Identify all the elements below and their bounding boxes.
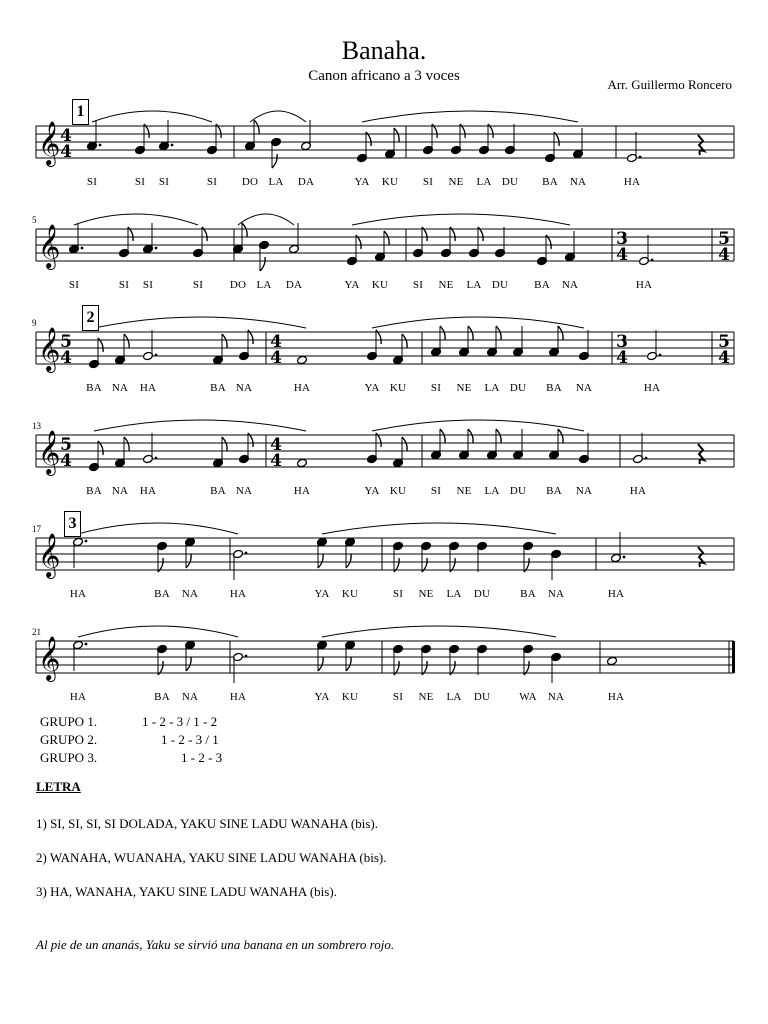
lyric-syllable: HA bbox=[69, 588, 87, 600]
note-dot bbox=[171, 144, 174, 147]
time-signature-denominator: 4 bbox=[616, 245, 628, 265]
lyric-syllable: SI bbox=[68, 279, 80, 291]
note-flag bbox=[124, 334, 129, 348]
slur bbox=[94, 420, 306, 431]
time-signature-numerator: 4 bbox=[270, 332, 282, 352]
note-dot bbox=[659, 354, 662, 357]
lyric-syllable: SI bbox=[412, 279, 424, 291]
lyric-syllable: NA bbox=[235, 485, 253, 497]
rehearsal-mark: 3 bbox=[64, 511, 81, 537]
lyric-syllable: NA bbox=[181, 691, 199, 703]
note-flag bbox=[222, 437, 227, 451]
lyric-syllable: KU bbox=[389, 382, 407, 394]
lyric-syllable: KU bbox=[371, 279, 389, 291]
lyric-syllable: DU bbox=[509, 382, 527, 394]
lyric-syllable: HA bbox=[607, 588, 625, 600]
time-signature-numerator: 5 bbox=[718, 229, 730, 249]
lyric-syllable: BA bbox=[86, 382, 102, 394]
lyric-syllable: SI bbox=[430, 382, 442, 394]
note-flag bbox=[440, 326, 445, 340]
lyric-syllable: NA bbox=[111, 485, 129, 497]
lyric-syllable: SI bbox=[142, 279, 154, 291]
measure-number: 9 bbox=[32, 318, 37, 328]
lyric-syllable: BA bbox=[520, 588, 536, 600]
slur bbox=[78, 523, 238, 534]
lyric-syllable: HA bbox=[69, 691, 87, 703]
verse-3: 3) HA, WANAHA, YAKU SINE LADU WANAHA (bis). bbox=[36, 884, 337, 899]
measure-number: 5 bbox=[32, 215, 37, 225]
lyric-syllable: YA bbox=[314, 691, 330, 703]
footnote: Al pie de un ananás, Yaku se sirvió una banana en un sombrero rojo. bbox=[36, 937, 395, 952]
lyric-syllable: HA bbox=[629, 485, 647, 497]
slur bbox=[352, 214, 570, 225]
slur bbox=[372, 317, 584, 328]
lyric-syllable: NA bbox=[111, 382, 129, 394]
note-dot bbox=[155, 247, 158, 250]
lyric-syllable: LA bbox=[484, 382, 500, 394]
slur bbox=[322, 523, 556, 534]
lyric-syllable: YA bbox=[364, 485, 380, 497]
slur bbox=[74, 214, 198, 225]
lyric-syllable: LA bbox=[268, 176, 284, 188]
lyric-syllable: SI bbox=[134, 176, 146, 188]
time-signature-numerator: 4 bbox=[270, 435, 282, 455]
lyric-syllable: BA bbox=[210, 485, 226, 497]
note-flag bbox=[346, 554, 351, 568]
slur bbox=[92, 111, 212, 122]
measure-number: 21 bbox=[32, 627, 41, 637]
treble-clef: 𝄞 bbox=[38, 121, 61, 165]
slur bbox=[362, 111, 578, 122]
quarter-rest bbox=[698, 547, 704, 567]
time-signature-numerator: 3 bbox=[616, 229, 628, 249]
lyric-syllable: LA bbox=[446, 588, 462, 600]
note-flag bbox=[402, 334, 407, 348]
note-flag bbox=[468, 429, 473, 443]
page-subtitle: Canon africano a 3 voces bbox=[308, 68, 460, 84]
final-barline-thick bbox=[732, 641, 735, 673]
note-dot bbox=[639, 156, 642, 159]
lyric-syllable: SI bbox=[206, 176, 218, 188]
lyric-syllable: HA bbox=[623, 176, 641, 188]
quarter-rest bbox=[698, 444, 704, 464]
time-signature-numerator: 5 bbox=[718, 332, 730, 352]
note-flag bbox=[124, 437, 129, 451]
lyric-syllable: NE bbox=[418, 588, 434, 600]
lyric-syllable: NE bbox=[456, 382, 472, 394]
time-signature-denominator: 4 bbox=[60, 451, 72, 471]
lyric-syllable: BA bbox=[534, 279, 550, 291]
lyric-syllable: DU bbox=[509, 485, 527, 497]
lyric-syllable: DU bbox=[501, 176, 519, 188]
lyric-syllable: YA bbox=[364, 382, 380, 394]
lyric-syllable: DO bbox=[229, 279, 247, 291]
time-signature-denominator: 4 bbox=[718, 348, 730, 368]
note-flag bbox=[346, 657, 351, 671]
lyric-syllable: KU bbox=[341, 588, 359, 600]
lyric-syllable: SI bbox=[158, 176, 170, 188]
lyric-syllable: BA bbox=[210, 382, 226, 394]
lyric-syllable: NE bbox=[438, 279, 454, 291]
lyric-syllable: SI bbox=[392, 588, 404, 600]
lyric-syllable: NE bbox=[456, 485, 472, 497]
lyric-syllable: HA bbox=[229, 691, 247, 703]
verse-1: 1) SI, SI, SI, SI DOLADA, YAKU SINE LADU WANAHA (bis). bbox=[36, 816, 378, 831]
lyric-syllable: HA bbox=[293, 382, 311, 394]
note-head bbox=[297, 355, 308, 364]
lyric-syllable: DU bbox=[473, 588, 491, 600]
lyric-syllable: YA bbox=[344, 279, 360, 291]
note-flag bbox=[186, 657, 191, 671]
time-signature-numerator: 5 bbox=[60, 435, 72, 455]
note-flag bbox=[318, 657, 323, 671]
note-flag bbox=[496, 429, 501, 443]
grupo-2-order: 1 - 2 - 3 / 1 bbox=[161, 732, 219, 747]
lyric-syllable: NA bbox=[575, 382, 593, 394]
grupo-1-label: GRUPO 1. bbox=[40, 714, 98, 729]
time-signature-denominator: 4 bbox=[60, 348, 72, 368]
lyric-syllable: KU bbox=[389, 485, 407, 497]
lyric-syllable: BA bbox=[154, 588, 170, 600]
note-dot bbox=[623, 556, 626, 559]
measure-number: 17 bbox=[32, 524, 41, 534]
slur bbox=[372, 420, 584, 431]
note-dot bbox=[245, 655, 248, 658]
time-signature-denominator: 4 bbox=[616, 348, 628, 368]
note-flag bbox=[558, 326, 563, 340]
note-dot bbox=[155, 457, 158, 460]
note-dot bbox=[85, 540, 88, 543]
lyric-syllable: DA bbox=[285, 279, 303, 291]
lyric-syllable: KU bbox=[381, 176, 399, 188]
lyric-syllable: LA bbox=[466, 279, 482, 291]
lyric-syllable: NA bbox=[547, 588, 565, 600]
lyric-syllable: NA bbox=[235, 382, 253, 394]
lyric-syllable: DU bbox=[473, 691, 491, 703]
treble-clef: 𝄞 bbox=[38, 636, 61, 680]
note-flag bbox=[222, 334, 227, 348]
slur bbox=[78, 626, 238, 637]
time-signature-denominator: 4 bbox=[270, 348, 282, 368]
lyric-syllable: NA bbox=[561, 279, 579, 291]
lyric-syllable: NA bbox=[181, 588, 199, 600]
treble-clef: 𝄞 bbox=[38, 224, 61, 268]
lyric-syllable: WA bbox=[519, 691, 537, 703]
lyric-syllable: NE bbox=[418, 691, 434, 703]
lyric-syllable: HA bbox=[139, 485, 157, 497]
grupo-3-label: GRUPO 3. bbox=[40, 750, 98, 765]
time-signature-denominator: 4 bbox=[718, 245, 730, 265]
lyric-syllable: LA bbox=[256, 279, 272, 291]
lyric-syllable: HA bbox=[293, 485, 311, 497]
rehearsal-mark: 1 bbox=[72, 99, 89, 125]
note-flag bbox=[384, 231, 389, 245]
slur bbox=[322, 626, 556, 637]
time-signature-denominator: 4 bbox=[270, 451, 282, 471]
lyric-syllable: HA bbox=[139, 382, 157, 394]
note-head bbox=[607, 656, 618, 665]
quarter-rest bbox=[698, 135, 704, 155]
lyric-syllable: SI bbox=[430, 485, 442, 497]
note-dot bbox=[81, 247, 84, 250]
lyric-syllable: DO bbox=[241, 176, 259, 188]
measure-number: 13 bbox=[32, 421, 41, 431]
lyric-syllable: DU bbox=[491, 279, 509, 291]
note-flag bbox=[558, 429, 563, 443]
lyric-syllable: LA bbox=[446, 691, 462, 703]
lyric-syllable: HA bbox=[643, 382, 661, 394]
note-flag bbox=[186, 554, 191, 568]
lyric-syllable: SI bbox=[86, 176, 98, 188]
verse-2: 2) WANAHA, WUANAHA, YAKU SINE LADU WANAHA (bis). bbox=[36, 850, 387, 865]
lyric-syllable: NA bbox=[575, 485, 593, 497]
lyric-syllable: YA bbox=[354, 176, 370, 188]
note-flag bbox=[318, 554, 323, 568]
lyric-syllable: YA bbox=[314, 588, 330, 600]
note-head bbox=[297, 458, 308, 467]
note-flag bbox=[272, 154, 277, 168]
treble-clef: 𝄞 bbox=[38, 327, 61, 371]
lyric-syllable: NE bbox=[448, 176, 464, 188]
lyric-syllable: NA bbox=[569, 176, 587, 188]
grupo-1-order: 1 - 2 - 3 / 1 - 2 bbox=[142, 714, 218, 729]
lyric-syllable: SI bbox=[422, 176, 434, 188]
note-dot bbox=[85, 643, 88, 646]
treble-clef: 𝄞 bbox=[38, 533, 61, 577]
note-dot bbox=[155, 354, 158, 357]
note-flag bbox=[242, 223, 247, 237]
lyric-syllable: HA bbox=[229, 588, 247, 600]
note-dot bbox=[99, 144, 102, 147]
slur bbox=[94, 317, 306, 328]
lyric-syllable: BA bbox=[154, 691, 170, 703]
note-flag bbox=[440, 429, 445, 443]
lyric-syllable: BA bbox=[542, 176, 558, 188]
lyric-syllable: BA bbox=[546, 485, 562, 497]
slur bbox=[250, 111, 306, 122]
grupo-2-label: GRUPO 2. bbox=[40, 732, 98, 747]
lyric-syllable: HA bbox=[635, 279, 653, 291]
time-signature-numerator: 4 bbox=[60, 126, 72, 146]
time-signature-denominator: 4 bbox=[60, 142, 72, 162]
lyric-syllable: SI bbox=[118, 279, 130, 291]
lyric-syllable: BA bbox=[546, 382, 562, 394]
rehearsal-mark: 2 bbox=[82, 305, 99, 331]
letra-heading: LETRA bbox=[36, 779, 81, 794]
note-flag bbox=[260, 257, 265, 271]
slur bbox=[238, 214, 294, 225]
lyric-syllable: HA bbox=[607, 691, 625, 703]
arranger-credit: Arr. Guillermo Roncero bbox=[607, 77, 732, 92]
note-dot bbox=[245, 552, 248, 555]
lyric-syllable: LA bbox=[476, 176, 492, 188]
note-flag bbox=[468, 326, 473, 340]
lyric-syllable: LA bbox=[484, 485, 500, 497]
note-flag bbox=[254, 120, 259, 134]
note-dot bbox=[651, 259, 654, 262]
note-flag bbox=[394, 128, 399, 142]
time-signature-numerator: 3 bbox=[616, 332, 628, 352]
time-signature-numerator: 5 bbox=[60, 332, 72, 352]
lyric-syllable: BA bbox=[86, 485, 102, 497]
note-dot bbox=[645, 457, 648, 460]
lyric-syllable: KU bbox=[341, 691, 359, 703]
page-title: Banaha. bbox=[341, 36, 427, 65]
lyric-syllable: DA bbox=[297, 176, 315, 188]
treble-clef: 𝄞 bbox=[38, 430, 61, 474]
note-flag bbox=[402, 437, 407, 451]
lyric-syllable: NA bbox=[547, 691, 565, 703]
lyric-syllable: SI bbox=[392, 691, 404, 703]
lyric-syllable: SI bbox=[192, 279, 204, 291]
note-flag bbox=[496, 326, 501, 340]
grupo-3-order: 1 - 2 - 3 bbox=[181, 750, 223, 765]
